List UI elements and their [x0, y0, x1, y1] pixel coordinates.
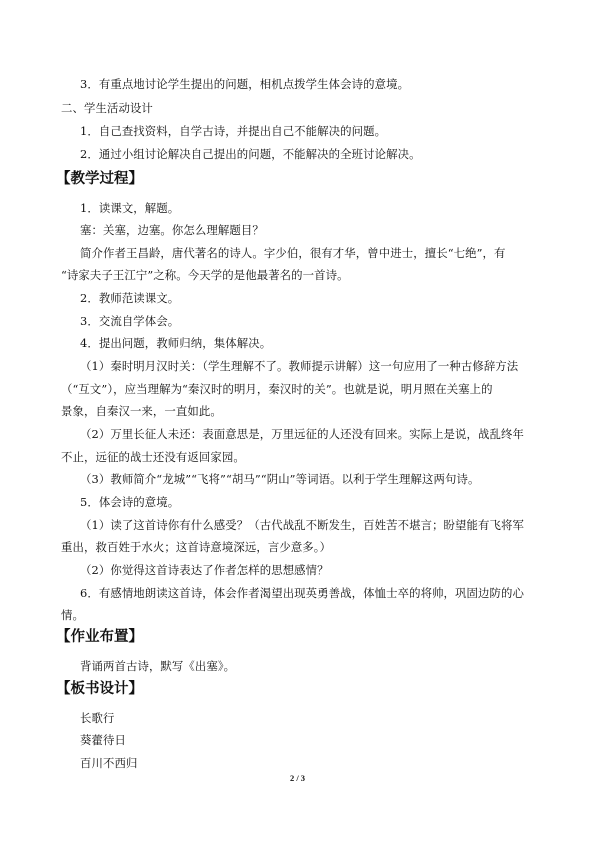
heading-teaching-process: 【教学过程】	[56, 171, 143, 187]
text-line: （1）读了这首诗你有什么感受？（古代战乱不断发生，百姓苦不堪言；盼望能有飞将军	[80, 518, 524, 532]
text-line: 景象，自秦汉一来，一直如此。	[61, 404, 222, 418]
board-line: 葵藿待日	[80, 733, 126, 747]
text-line: 2．通过小组讨论解决自己提出的问题，不能解决的全班讨论解决。	[80, 147, 421, 161]
text-line: 情。	[61, 608, 84, 622]
text-line: （2）你觉得这首诗表达了作者怎样的思想感情？	[80, 563, 329, 577]
text-line: 1．自己查找资料，自学古诗，并提出自己不能解决的问题。	[80, 124, 387, 138]
text-line: 重出，救百姓于水火；这首诗意境深远，言少意多。）	[61, 540, 332, 554]
text-line: 简介作者王昌龄，唐代著名的诗人。字少伯，很有才华，曾中进士，擅长“七绝”，有	[80, 246, 506, 260]
page-number: 2 / 3	[289, 773, 306, 783]
text-line: （“互文”），应当理解为“秦汉时的明月，秦汉时的关”。也就是说，明月照在关塞上的	[61, 382, 493, 396]
text-line: 塞：关塞，边塞。你怎么理解题目？	[80, 223, 264, 237]
text-line: 5．体会诗的意境。	[80, 495, 180, 509]
text-line: 3．交流自学体会。	[80, 314, 180, 328]
text-line: “诗家夫子王江宁”之称。今天学的是他最著名的一首诗。	[61, 268, 349, 282]
board-line: 百川不西归	[80, 756, 138, 770]
text-line: 6．有感情地朗读这首诗，体会作者渴望出现英勇善战，体恤士卒的将帅，巩固边防的心	[80, 586, 524, 600]
board-line: 长歌行	[80, 711, 115, 725]
text-line: 3．有重点地讨论学生提出的问题，相机点拨学生体会诗的意境。	[80, 77, 410, 91]
text-line: （1）秦时明月汉时关：（学生理解不了。教师提示讲解）这一句应用了一种古修辞方法	[80, 359, 519, 373]
text-line: 不止，远征的战士还没有返回家园。	[61, 450, 245, 464]
section-title: 二、学生活动设计	[61, 101, 153, 115]
text-line: 4．提出问题，教师归纳，集体解决。	[80, 336, 272, 350]
text-line: （3）教师简介“龙城”“飞将”“胡马”“阴山”等词语。以利于学生理解这两句诗。	[80, 472, 480, 486]
text-line: （2）万里长征人未还：表面意思是，万里远征的人还没有回来。实际上是说，战乱终年	[80, 427, 524, 441]
heading-board-design: 【板书设计】	[56, 681, 143, 697]
text-line: 2．教师范读课文。	[80, 291, 180, 305]
heading-homework: 【作业布置】	[56, 629, 143, 645]
text-line: 1．读课文，解题。	[80, 201, 180, 215]
homework-text: 背诵两首古诗，默写《出塞》。	[80, 659, 236, 673]
